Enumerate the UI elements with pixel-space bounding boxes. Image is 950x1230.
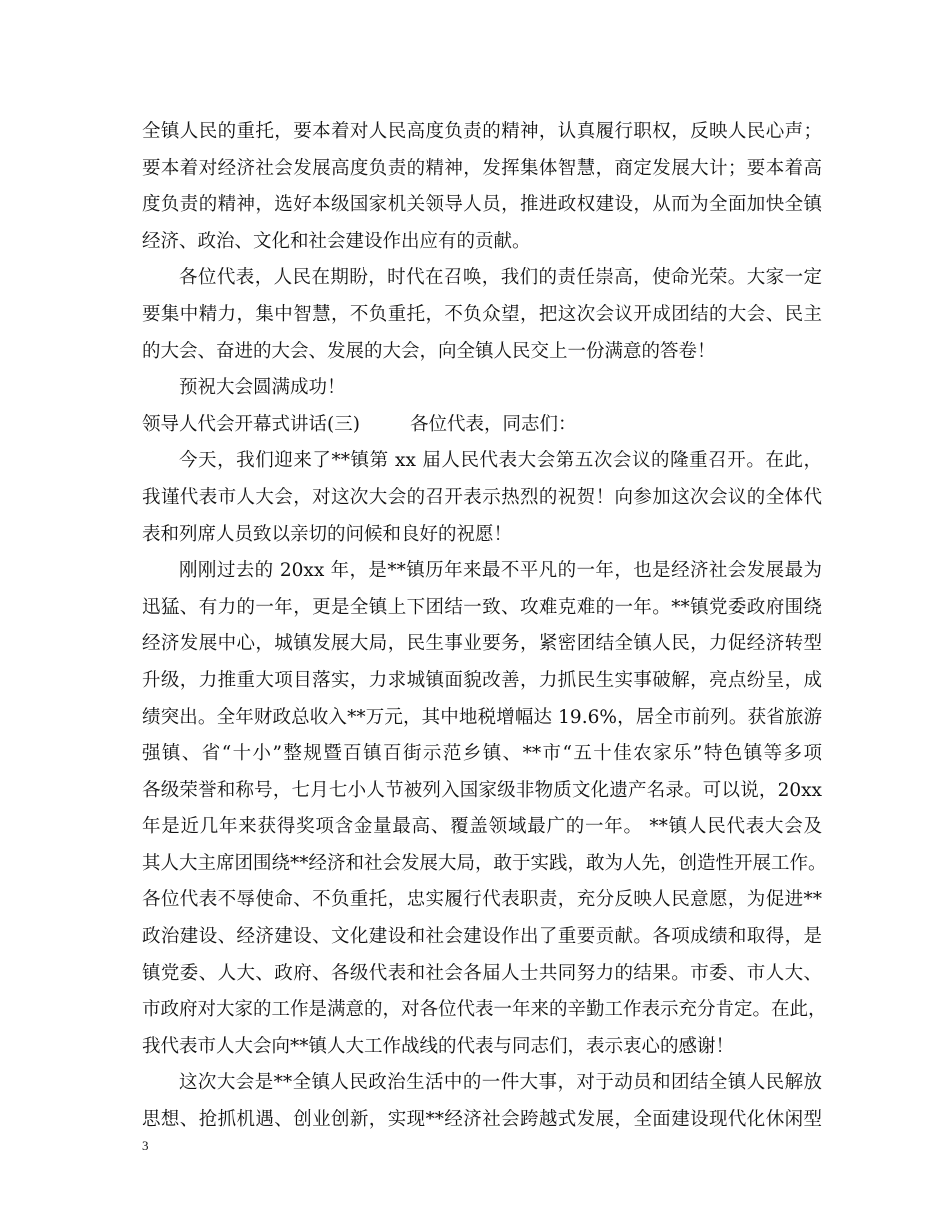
text-line: 迅猛、有力的一年，更是全镇上下团结一致、攻难克难的一年。**镇党委政府围绕 (142, 596, 822, 618)
text-line: 今天，我们迎来了**镇第 xx 届人民代表大会第五次会议的隆重召开。在此， (179, 450, 822, 472)
text-line: 绩突出。全年财政总收入**万元，其中地税增幅达 19.6%，居全市前列。获省旅游 (142, 706, 822, 728)
text-line: 经济发展中心，城镇发展大局，民生事业要务，紧密团结全镇人民，力促经济转型 (142, 633, 822, 655)
text-line: 我代表市人大会向**镇人大工作战线的代表与同志们，表示衷心的感谢！ (142, 1035, 735, 1057)
text-line: 市政府对大家的工作是满意的，对各位代表一年来的辛勤工作表示充分肯定。在此， (142, 999, 827, 1021)
text-line: 的大会、奋进的大会、发展的大会，向全镇人民交上一份满意的答卷！ (142, 340, 716, 362)
text-line: 强镇、省“十小”整规暨百镇百街示范乡镇、**市“五十佳农家乐”特色镇等多项 (142, 743, 822, 765)
text-line: 全镇人民的重托，要本着对人民高度负责的精神，认真履行职权，反映人民心声； (142, 121, 822, 142)
text-line: 政治建设、经济建设、文化建设和社会建设作出了重要贡献。各项成绩和取得，是 (142, 926, 822, 948)
text-line: 经济、政治、文化和社会建设作出应有的贡献。 (142, 230, 531, 252)
text-line: 要本着对经济社会发展高度负责的精神，发挥集体智慧，商定发展大计；要本着高 (142, 157, 822, 179)
salutation: 各位代表，同志们： (409, 413, 577, 435)
section-heading-line (142, 407, 822, 444)
text-line: 各位代表，人民在期盼，时代在召唤，我们的责任崇高，使命光荣。大家一定 (179, 267, 822, 289)
text-line: 度负责的精神，选好本级国家机关领导人员，推进政权建设，从而为全面加快全镇 (142, 194, 822, 216)
text-line: 预祝大会圆满成功！ (179, 377, 346, 399)
text-line: 这次大会是**全镇人民政治生活中的一件大事，对于动员和团结全镇人民解放 (179, 1072, 822, 1094)
text-line: 思想、抢抓机遇、创业创新，实现**经济社会跨越式发展，全面建设现代化休闲型 (142, 1109, 822, 1131)
page-number: 3 (142, 1138, 149, 1153)
text-line: 年是近几年来获得奖项含金量最高、覆盖领域最广的一年。 **镇人民代表大会及 (142, 816, 822, 838)
text-line: 表和列席人员致以亲切的问候和良好的祝愿！ (142, 523, 513, 545)
text-line: 各位代表不辱使命、不负重托，忠实履行代表职责，充分反映人民意愿，为促进** (142, 889, 822, 911)
text-line: 其人大主席团围绕**经济和社会发展大局，敢于实践，敢为人先，创造性开展工作。 (142, 852, 827, 874)
text-line: 各级荣誉和称号，七月七小人节被列入国家级非物质文化遗产名录。可以说，20xx (142, 779, 822, 801)
text-line: 我谨代表市人大会，对这次大会的召开表示热烈的祝贺！向参加这次会议的全体代 (142, 486, 822, 508)
text-line: 刚刚过去的 20xx 年，是**镇历年来最不平凡的一年，也是经济社会发展最为 (179, 560, 822, 582)
text-line: 镇党委、人大、政府、各级代表和社会各届人士共同努力的结果。市委、市人大、 (142, 962, 822, 984)
section-heading: 领导人代会开幕式讲话(三) (142, 413, 360, 435)
document-body (142, 114, 827, 1139)
text-line: 要集中精力，集中智慧，不负重托，不负众望，把这次会议开成团结的大会、民主 (142, 303, 822, 325)
text-line: 升级，力推重大项目落实，力求城镇面貌改善，力抓民生实事破解，亮点纷呈，成 (142, 669, 822, 691)
